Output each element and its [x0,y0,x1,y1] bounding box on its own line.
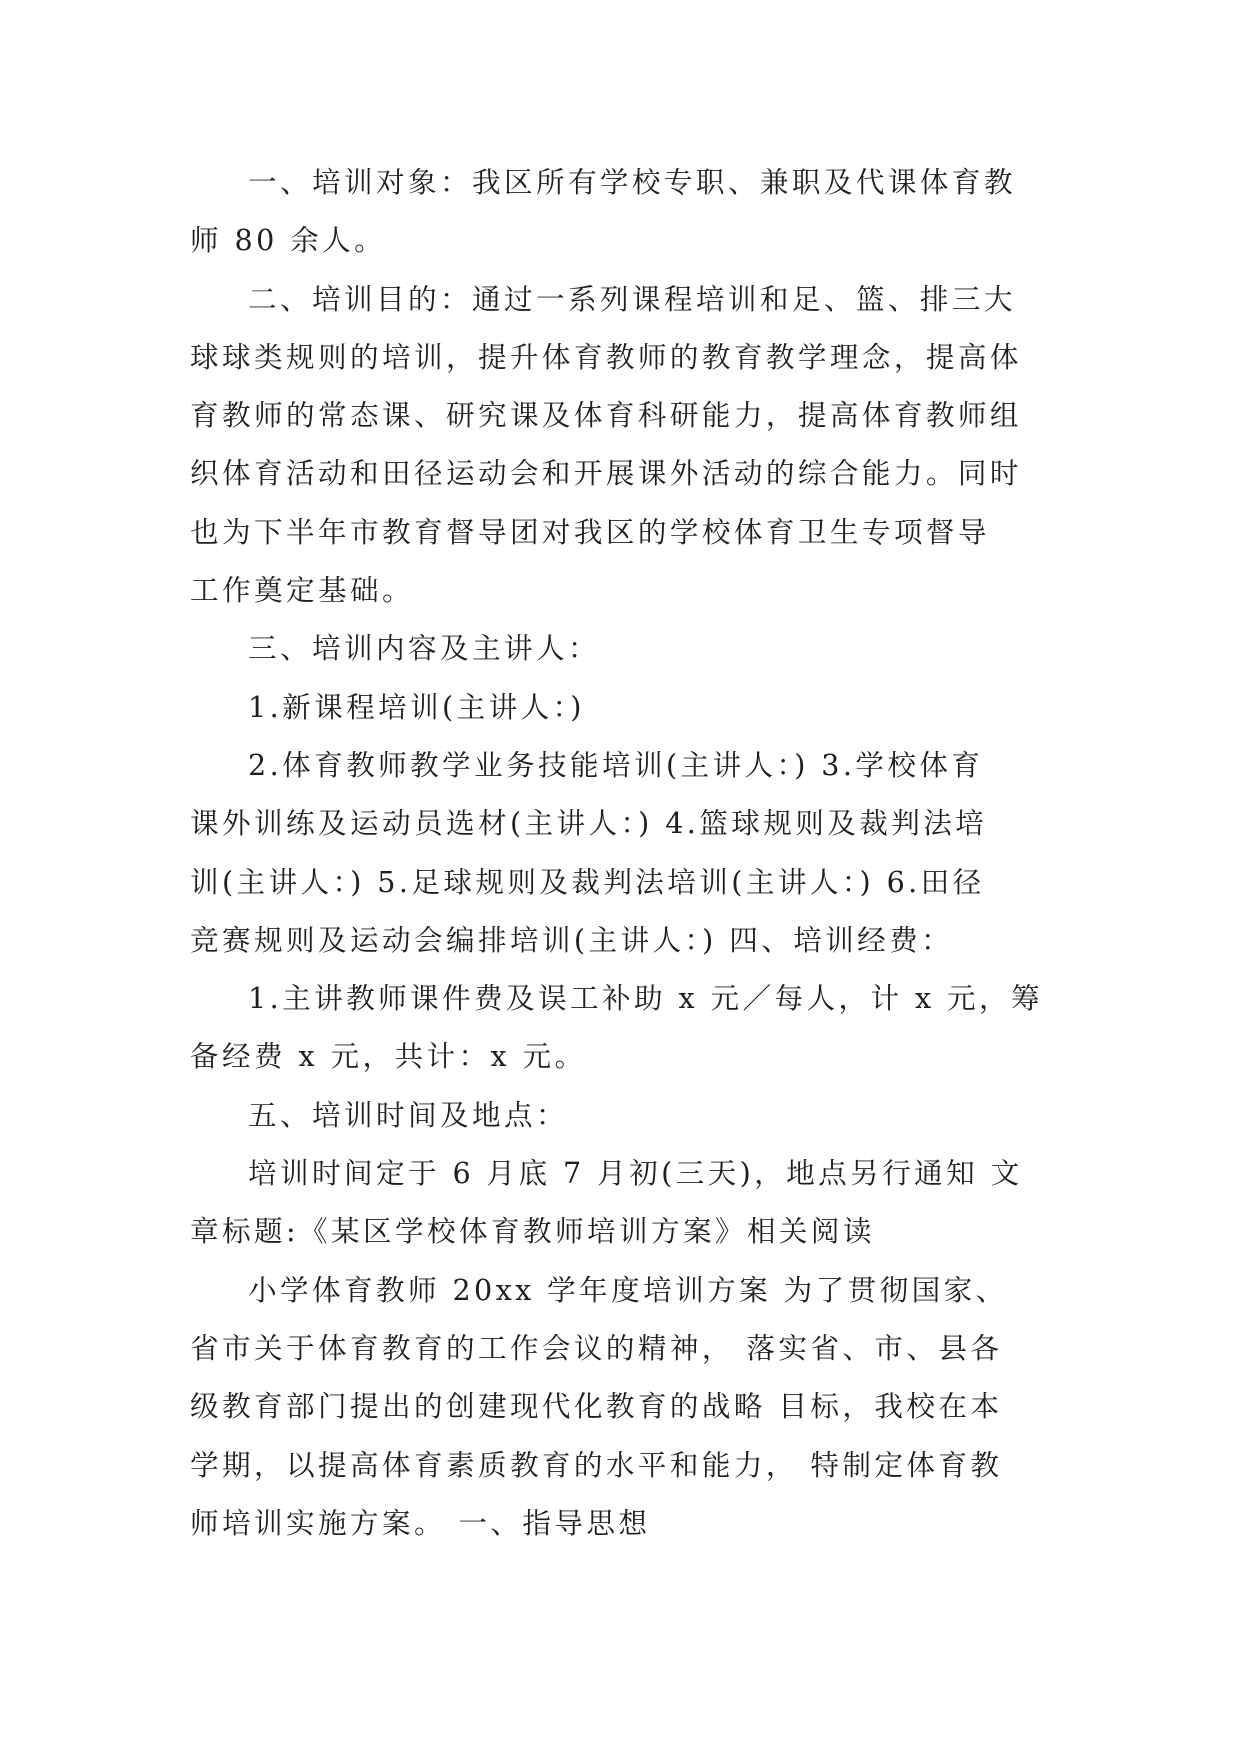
text-line: 训(主讲人：) 5.足球规则及裁判法培训(主讲人：) 6.田径 [190,864,985,899]
text-line: 三、培训内容及主讲人： [248,631,600,666]
text-line: 课外训练及运动员选材(主讲人：) 4.篮球规则及裁判法培 [190,806,988,841]
text-line: 培训时间定于 6 月底 7 月初(三天)，地点另行通知 文 [248,1156,1023,1191]
text-line: 1.新课程培训(主讲人：) [248,689,585,724]
text-line: 小学体育教师 20xx 学年度培训方案 为了贯彻国家、 [248,1272,1008,1307]
text-line: 二、培训目的：通过一系列课程培训和足、篮、排三大 [248,281,1016,316]
text-line: 也为下半年市教育督导团对我区的学校体育卫生专项督导 [190,514,990,549]
text-line: 球球类规则的培训，提升体育教师的教育教学理念，提高体 [190,339,1022,374]
document-body [190,153,1056,1552]
text-line: 师培训实施方案。 一、指导思想 [190,1505,651,1540]
text-line: 五、培训时间及地点： [248,1097,568,1132]
text-line: 师 80 余人。 [190,223,387,258]
text-line: 备经费 x 元，共计：x 元。 [190,1039,587,1074]
text-line: 学期，以提高体育素质教育的水平和能力， 特制定体育教 [190,1447,1003,1482]
text-line: 一、培训对象：我区所有学校专职、兼职及代课体育教 [248,165,1016,199]
text-line: 竞赛规则及运动会编排培训(主讲人：) 四、培训经费： [190,922,954,957]
text-line: 织体育活动和田径运动会和开展课外活动的综合能力。同时 [190,456,1022,491]
text-line: 章标题:《某区学校体育教师培训方案》相关阅读 [190,1214,875,1249]
text-line: 级教育部门提出的创建现代化教育的战略 目标，我校在本 [190,1389,1003,1424]
text-line: 2.体育教师教学业务技能培训(主讲人：) 3.学校体育 [248,747,984,782]
text-line: 1.主讲教师课件费及误工补助 x 元／每人，计 x 元，筹 [248,981,1043,1016]
text-line: 省市关于体育教育的工作会议的精神， 落实省、市、县各 [190,1330,1003,1365]
text-line: 工作奠定基础。 [190,573,414,608]
text-line: 育教师的常态课、研究课及体育科研能力，提高体育教师组 [190,398,1022,433]
